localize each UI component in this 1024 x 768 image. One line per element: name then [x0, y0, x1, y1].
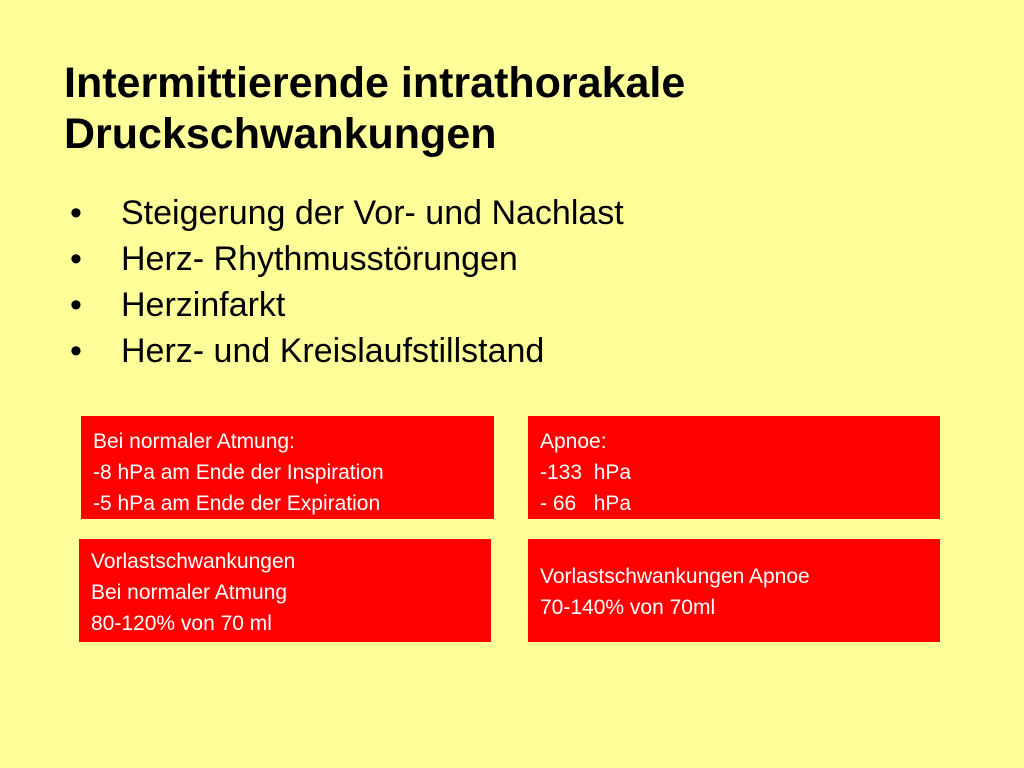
box-line: Apnoe:: [540, 430, 607, 453]
bullet-dot: •: [70, 240, 82, 278]
box-line: Bei normaler Atmung:: [93, 430, 295, 453]
box-line: -5 hPa am Ende der Expiration: [93, 492, 381, 515]
bullet-item: [66, 282, 966, 328]
slide-title: [64, 58, 964, 160]
bullet-text: Herz- Rhythmusstörungen: [121, 240, 518, 278]
box-line: 70-140% von 70ml: [540, 596, 716, 619]
bullet-text: Herzinfarkt: [121, 286, 286, 324]
box-line: - 66 hPa: [540, 492, 632, 515]
normal-breathing-pressure-box: [81, 416, 494, 519]
normal-breathing-preload-box: [79, 539, 491, 642]
bullet-item: [66, 328, 966, 374]
bullet-text: Herz- und Kreislaufstillstand: [121, 332, 545, 370]
box-line: Vorlastschwankungen: [91, 550, 296, 573]
box-line: Vorlastschwankungen Apnoe: [540, 565, 810, 588]
bullet-list: [66, 190, 966, 374]
bullet-dot: •: [70, 194, 82, 232]
bullet-dot: •: [70, 332, 82, 370]
bullet-item: [66, 236, 966, 282]
bullet-text: Steigerung der Vor- und Nachlast: [121, 194, 624, 232]
title-line-1: Intermittierende intrathorakale: [64, 59, 686, 107]
bullet-item: [66, 190, 966, 236]
box-line: -133 hPa: [540, 461, 632, 484]
bullet-dot: •: [70, 286, 82, 324]
apnea-pressure-box: [528, 416, 940, 519]
box-line: -8 hPa am Ende der Inspiration: [93, 461, 384, 484]
apnea-preload-box: [528, 539, 940, 642]
title-line-2: Druckschwankungen: [64, 110, 497, 158]
box-line: Bei normaler Atmung: [91, 581, 288, 604]
box-line: 80-120% von 70 ml: [91, 612, 272, 635]
